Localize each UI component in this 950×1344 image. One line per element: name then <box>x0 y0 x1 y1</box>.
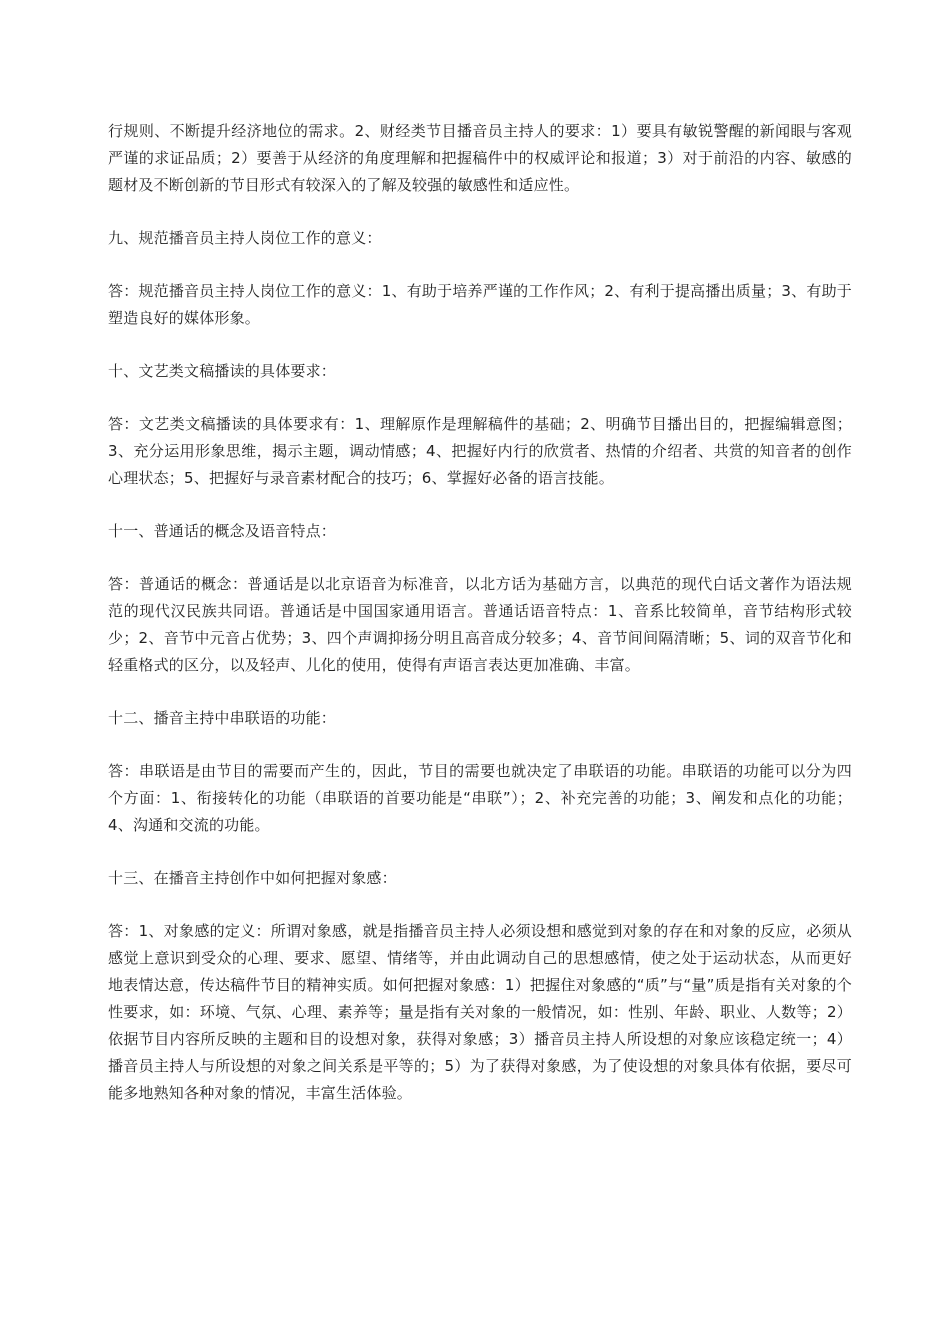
answer-paragraph-13: 答：1、对象感的定义：所谓对象感，就是指播音员主持人必须设想和感觉到对象的存在和对象的反应，必须从感觉上意识到受众的心理、要求、愿望、情绪等，并由此调动自己的思想感情，使之处于运动状态，从而更好地表情达意，传达稿件节目的精神实质。如何把握对象感：1）把握住对象感的“质”与“量”质是指有关对象的个性要求，如：环境、气氛、心理、素养等；量是指有关对象的一般情况，如：性别、年龄、职业、人数等；2）依据节目内容所反映的主题和目的设想对象，获得对象感；3）播音员主持人所设想的对象应该稳定统一；4）播音员主持人与所设想的对象之间关系是平等的；5）为了获得对象感，为了使设想的对象具体有依据，要尽可能多地熟知各种对象的情况，丰富生活体验。 <box>108 922 852 1102</box>
section-heading-13: 十三、在播音主持创作中如何把握对象感： <box>108 869 397 887</box>
answer-paragraph-11: 答：普通话的概念：普通话是以北京语音为标准音，以北方话为基础方言，以典范的现代白话文著作为语法规范的现代汉民族共同语。普通话是中国国家通用语言。普通话语音特点：1、音系比较简单，音节结构形式较少；2、音节中元音占优势；3、四个声调抑扬分明且高音成分较多；4、音节间间隔清晰；5、词的双音节化和轻重格式的区分，以及轻声、儿化的使用，使得有声语言表达更加准确、丰富。 <box>108 575 852 674</box>
paragraph-continuation: 行规则、不断提升经济地位的需求。2、财经类节目播音员主持人的要求：1）要具有敏锐警醒的新闻眼与客观严谨的求证品质；2）要善于从经济的角度理解和把握稿件中的权威评论和报道；3）对于前沿的内容、敏感的题材及不断创新的节目形式有较深入的了解及较强的敏感性和适应性。 <box>108 122 852 194</box>
document-body <box>108 118 852 1133</box>
answer-paragraph-10: 答：文艺类文稿播读的具体要求有：1、理解原作是理解稿件的基础；2、明确节目播出目的，把握编辑意图；3、充分运用形象思维，揭示主题，调动情感；4、把握好内行的欣赏者、热情的介绍者、共赏的知音者的创作心理状态；5、把握好与录音素材配合的技巧；6、掌握好必备的语言技能。 <box>108 415 852 487</box>
section-heading-10: 十、文艺类文稿播读的具体要求： <box>108 362 337 380</box>
section-heading-12: 十二、播音主持中串联语的功能： <box>108 709 337 727</box>
answer-paragraph-12: 答：串联语是由节目的需要而产生的，因此，节目的需要也就决定了串联语的功能。串联语的功能可以分为四个方面：1、衔接转化的功能（串联语的首要功能是“串联”）；2、补充完善的功能；3、阐发和点化的功能；4、沟通和交流的功能。 <box>108 762 852 834</box>
section-heading-9: 九、规范播音员主持人岗位工作的意义： <box>108 229 382 247</box>
section-heading-11: 十一、普通话的概念及语音特点： <box>108 522 337 540</box>
answer-paragraph-9: 答：规范播音员主持人岗位工作的意义：1、有助于培养严谨的工作作风；2、有利于提高播出质量；3、有助于塑造良好的媒体形象。 <box>108 282 852 327</box>
